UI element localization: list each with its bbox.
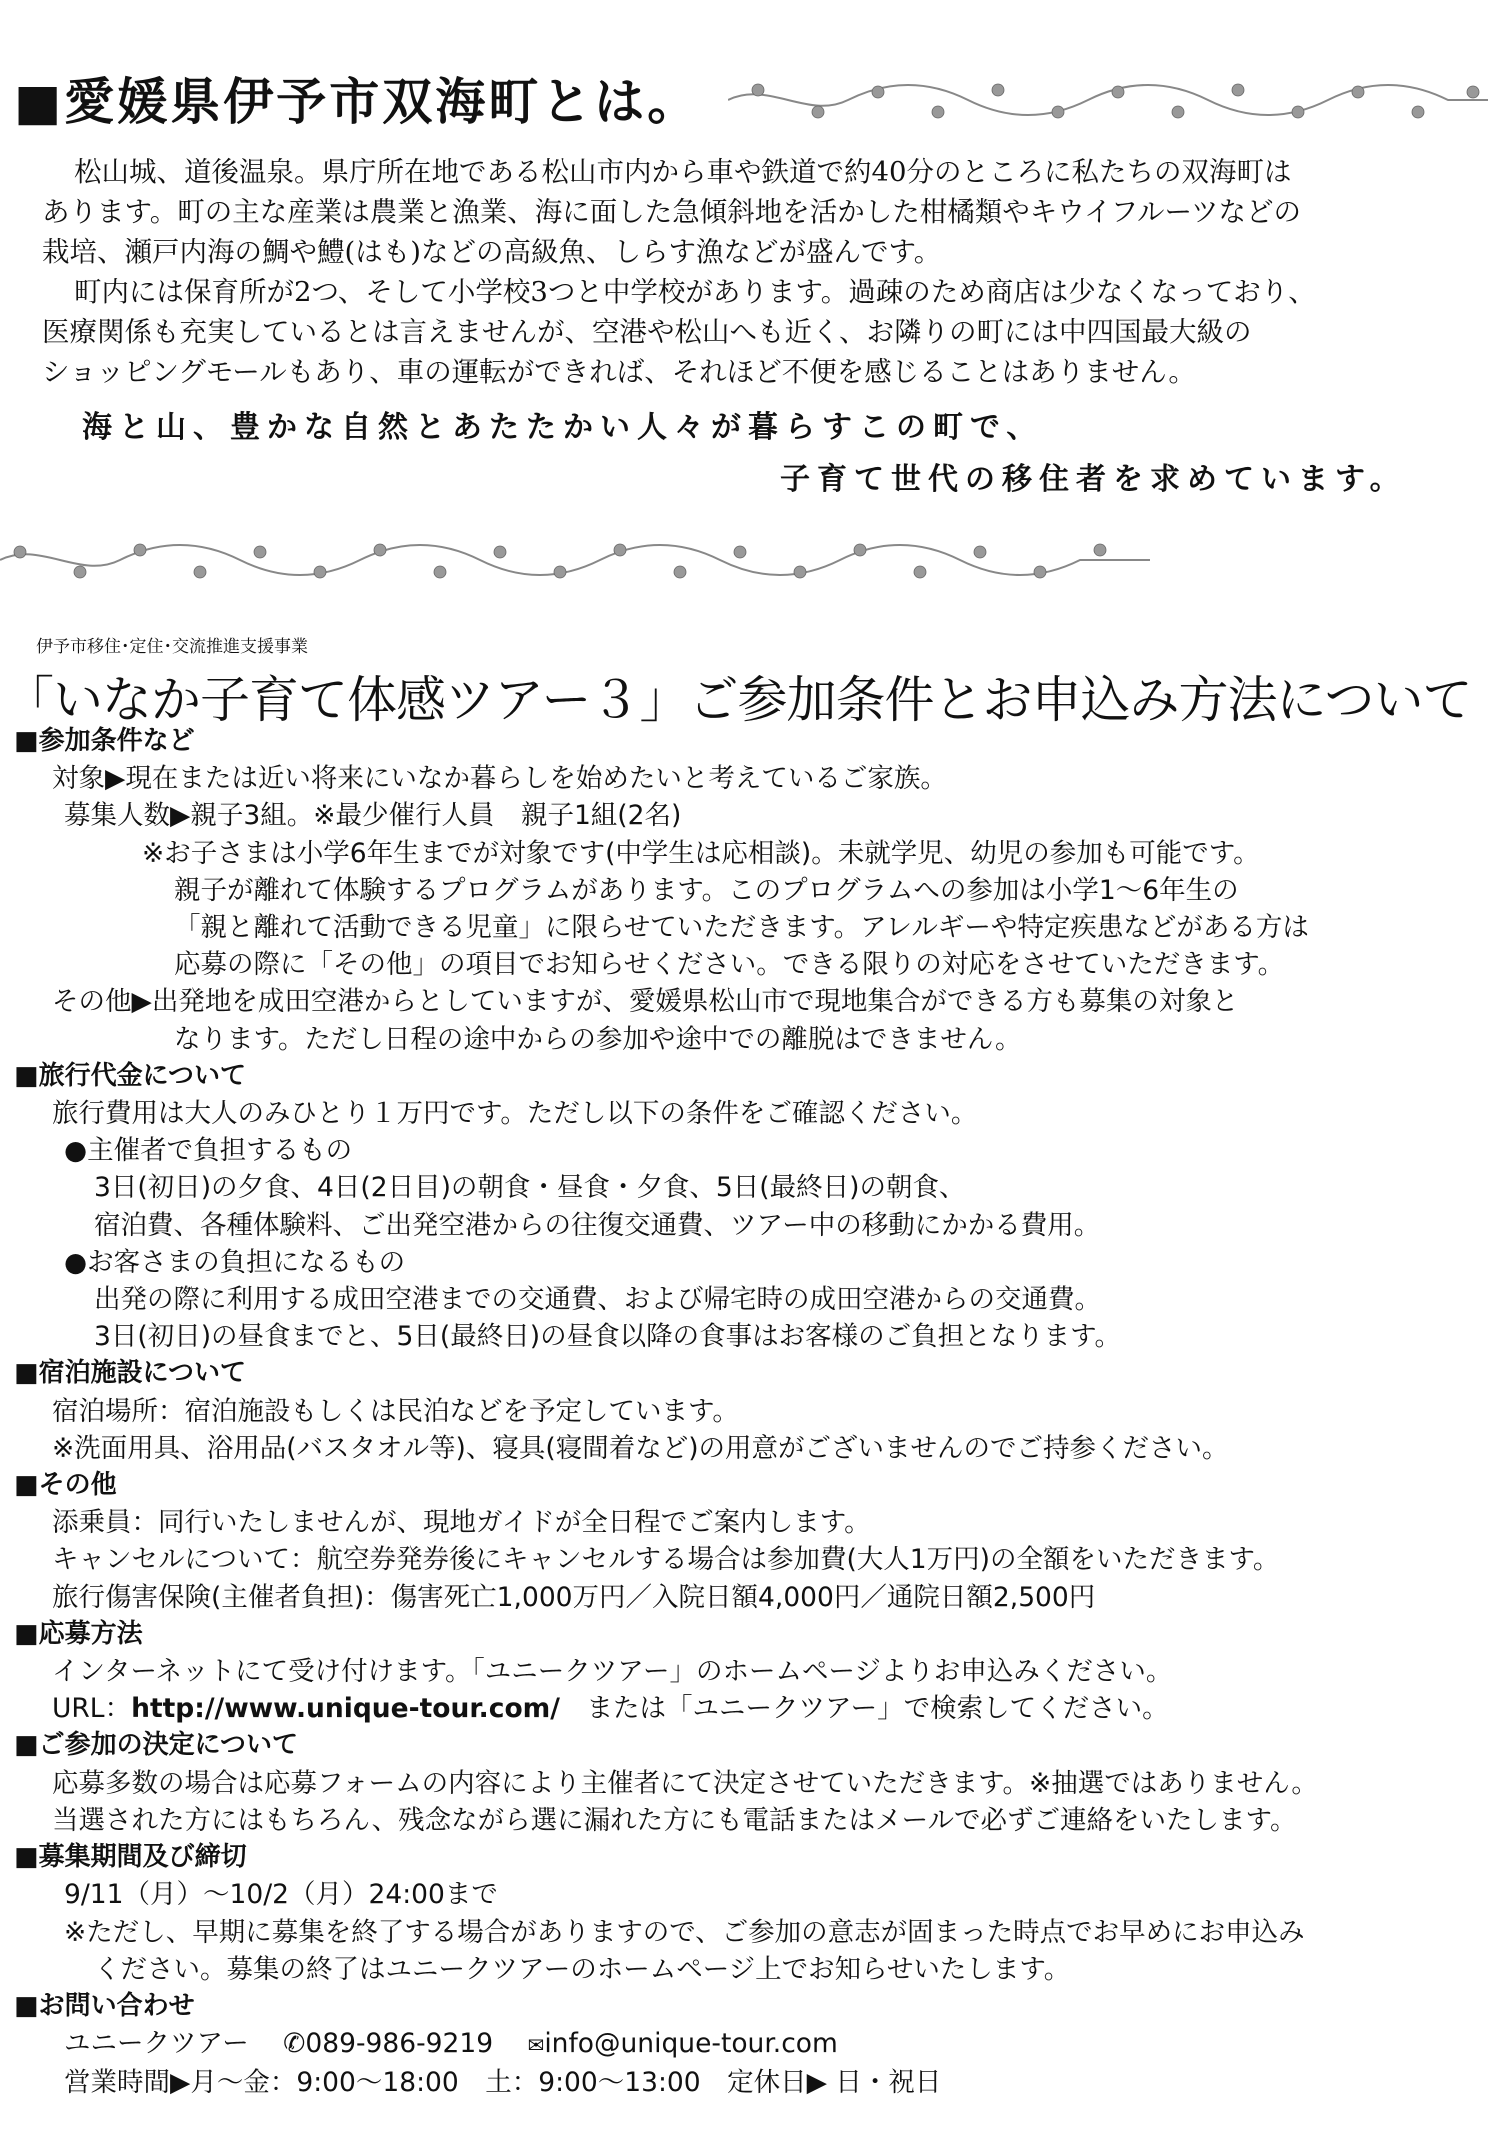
text-line: 当選された方にはもちろん、残念ながら選に漏れた方にも電話またはメールで必ずご連絡をいたします。 bbox=[52, 1804, 1297, 1836]
text-line: 旅行費用は大人のみひとり１万円です。ただし以下の条件をご確認ください。 bbox=[52, 1098, 978, 1130]
intro-heading: ■愛媛県伊予市双海町とは。 bbox=[14, 72, 701, 131]
section-heading-contact: ■お問い合わせ bbox=[14, 1990, 195, 2021]
section-heading-conditions: ■参加条件など bbox=[14, 726, 195, 756]
text-line: 3日(初日)の昼食までと、5日(最終日)の昼食以降の食事はお客様のご負担となります。 bbox=[94, 1321, 1121, 1353]
phone-icon: ✆ bbox=[283, 2028, 306, 2060]
project-label: 伊予市移住･定住･交流推進支援事業 bbox=[36, 637, 308, 657]
section-heading-decision: ■ご参加の決定について bbox=[14, 1730, 299, 1761]
section-heading-fee: ■旅行代金について bbox=[14, 1060, 247, 1091]
url-prefix: URL： bbox=[52, 1693, 132, 1725]
text-line: 宿泊費、各種体験料、ご出発空港からの往復交通費、ツアー中の移動にかかる費用。 bbox=[94, 1209, 1101, 1241]
phone-number[interactable]: 089-986-9219 bbox=[305, 2028, 494, 2060]
intro-line: あります。町の主な産業は農業と漁業、海に面した急傾斜地を活かした柑橘類やキウイフルーツなどの bbox=[42, 196, 1301, 228]
contact-line bbox=[14, 2025, 1494, 2064]
company-name: ユニークツアー bbox=[64, 2028, 249, 2060]
text-line: ※お子さまは小学6年生までが対象です(中学生は応相談)。未就学児、幼児の参加も可能です。 bbox=[142, 837, 1260, 869]
text-line: 応募の際に「その他」の項目でお知らせください。できる限りの対応をさせていただきます。 bbox=[174, 949, 1285, 981]
text-line: 旅行傷害保険(主催者負担)：傷害死亡1,000万円／入院日額4,000円／通院日額2,500円 bbox=[52, 1581, 1096, 1613]
mail-icon: ✉ bbox=[527, 2033, 545, 2058]
conditions-content bbox=[14, 723, 1494, 2102]
section-heading-apply: ■応募方法 bbox=[14, 1618, 143, 1649]
text-line: ※洗面用具、浴用品(バスタオル等)、寝具(寝間着など)の用意がございませんのでご持参ください。 bbox=[52, 1432, 1229, 1464]
intro-paragraph bbox=[42, 152, 1482, 392]
section-heading-lodging: ■宿泊施設について bbox=[14, 1358, 247, 1389]
text-line: ●主催者で負担するもの bbox=[64, 1135, 353, 1167]
text-line: 宿泊場所：宿泊施設もしくは民泊などを予定しています。 bbox=[52, 1395, 739, 1427]
text-line: ※ただし、早期に募集を終了する場合がありますので、ご参加の意志が固まった時点でお早めにお申込み bbox=[64, 1916, 1305, 1948]
text-line: 「親と離れて活動できる児童」に限らせていただきます。アレルギーや特定疾患などがある方は bbox=[174, 912, 1309, 944]
text-line: 対象▶現在または近い将来にいなか暮らしを始めたいと考えているご家族。 bbox=[52, 763, 947, 795]
url-suffix: または「ユニークツアー」で検索してください。 bbox=[559, 1693, 1169, 1725]
intro-line: 町内には保育所が2つ、そして小学校3つと中学校があります。過疎のため商店は少なくなっており、 bbox=[74, 276, 1316, 308]
text-line: 募集人数▶親子3組。※最少催行人員 親子1組(2名) bbox=[64, 800, 682, 832]
catchphrase-line-1: 海と山、豊かな自然とあたたかい人々が暮らすこの町で、 bbox=[82, 410, 1044, 445]
text-line: インターネットにて受け付けます。「ユニークツアー」のホームページよりお申込みください。 bbox=[52, 1656, 1173, 1688]
section-heading-other: ■その他 bbox=[14, 1470, 117, 1501]
text-line: 9/11（月）～10/2（月）24:00まで bbox=[64, 1879, 498, 1911]
text-line: なります。ただし日程の途中からの参加や途中での離脱はできません。 bbox=[174, 1023, 1022, 1055]
email-address[interactable]: info@unique-tour.com bbox=[544, 2028, 838, 2060]
text-line: 出発の際に利用する成田空港までの交通費、および帰宅時の成田空港からの交通費。 bbox=[94, 1284, 1101, 1316]
intro-line: ショッピングモールもあり、車の運転ができれば、それほど不便を感じることはありません。 bbox=[42, 356, 1196, 388]
business-hours: 営業時間▶月～金：9:00～18:00 土：9:00～13:00 定休日▶ 日・祝日 bbox=[64, 2067, 942, 2099]
text-line: 3日(初日)の夕食、4日(2日目)の朝食・昼食・夕食、5日(最終日)の朝食、 bbox=[94, 1172, 966, 1204]
intro-line: 松山城、道後温泉。県庁所在地である松山市内から車や鉄道で約40分のところに私たちの双海町は bbox=[74, 156, 1292, 188]
page-title: 「いなか子育て体感ツアー３」ご参加条件とお申込み方法について bbox=[4, 671, 1472, 729]
catchphrase-line-2: 子育て世代の移住者を求めています。 bbox=[780, 462, 1407, 497]
text-line: ●お客さまの負担になるもの bbox=[64, 1246, 406, 1278]
text-line: キャンセルについて：航空券発券後にキャンセルする場合は参加費(大人1万円)の全額をいただきます。 bbox=[52, 1544, 1280, 1576]
vine-ornament-divider bbox=[0, 530, 1150, 590]
section-heading-period: ■募集期間及び締切 bbox=[14, 1842, 247, 1873]
text-line: 応募多数の場合は応募フォームの内容により主催者にて決定させていただきます。※抽選ではありません。 bbox=[52, 1767, 1318, 1799]
intro-line: 栽培、瀬戸内海の鯛や鱧(はも)などの高級魚、しらす漁などが盛んです。 bbox=[42, 236, 942, 268]
vine-ornament-top bbox=[728, 70, 1488, 130]
url-line bbox=[14, 1690, 1494, 1727]
text-line: 添乗員：同行いたしませんが、現地ガイドが全日程でご案内します。 bbox=[52, 1507, 871, 1539]
text-line: その他▶出発地を成田空港からとしていますが、愛媛県松山市で現地集合ができる方も募集の対象と bbox=[52, 986, 1239, 1018]
text-line: ください。募集の終了はユニークツアーのホームページ上でお知らせいたします。 bbox=[94, 1953, 1071, 1985]
intro-line: 医療関係も充実しているとは言えませんが、空港や松山へも近く、お隣りの町には中四国最大級の bbox=[42, 316, 1252, 348]
text-line: 親子が離れて体験するプログラムがあります。このプログラムへの参加は小学1～6年生の bbox=[174, 874, 1239, 906]
website-link[interactable]: http://www.unique-tour.com/ bbox=[131, 1693, 560, 1725]
